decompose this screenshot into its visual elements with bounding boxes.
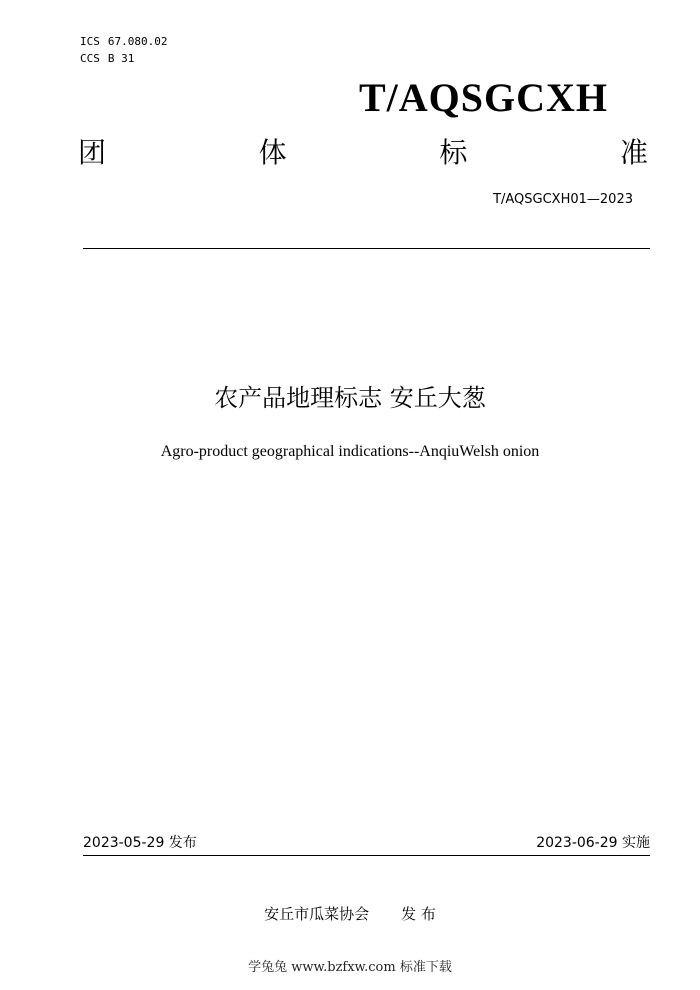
publish-date: 2023-05-29 发布	[83, 835, 197, 851]
document-title-chinese: 农产品地理标志 安丘大葱	[214, 384, 486, 412]
watermark-text: 学兔兔 www.bzfxw.com 标准下载	[248, 960, 452, 975]
ics-code-line	[80, 35, 167, 49]
organization-code: T/AQSGCXH	[358, 75, 608, 120]
ics-label: ICS	[80, 35, 100, 48]
issuer-line	[0, 903, 700, 925]
ccs-code-line	[80, 52, 134, 66]
standard-type-char: 团	[78, 136, 107, 169]
ccs-label: CCS	[80, 52, 100, 65]
standard-type-heading	[78, 133, 648, 173]
ics-code: 67.080.02	[107, 35, 168, 48]
header-divider	[83, 248, 650, 249]
standard-type-char: 标	[439, 136, 468, 169]
issuer-action: 发 布	[401, 905, 436, 923]
standard-type-char: 准	[619, 136, 648, 169]
ccs-code: B 31	[107, 52, 135, 65]
standard-type-char: 体	[258, 136, 287, 169]
document-title-english: Agro-product geographical indications--AnqiuWelsh onion	[160, 443, 540, 460]
footer-divider	[83, 855, 650, 856]
issuer-name: 安丘市瓜菜协会	[264, 905, 370, 923]
implement-date: 2023-06-29 实施	[536, 835, 650, 851]
standard-number: T/AQSGCXH01—2023	[493, 192, 633, 207]
